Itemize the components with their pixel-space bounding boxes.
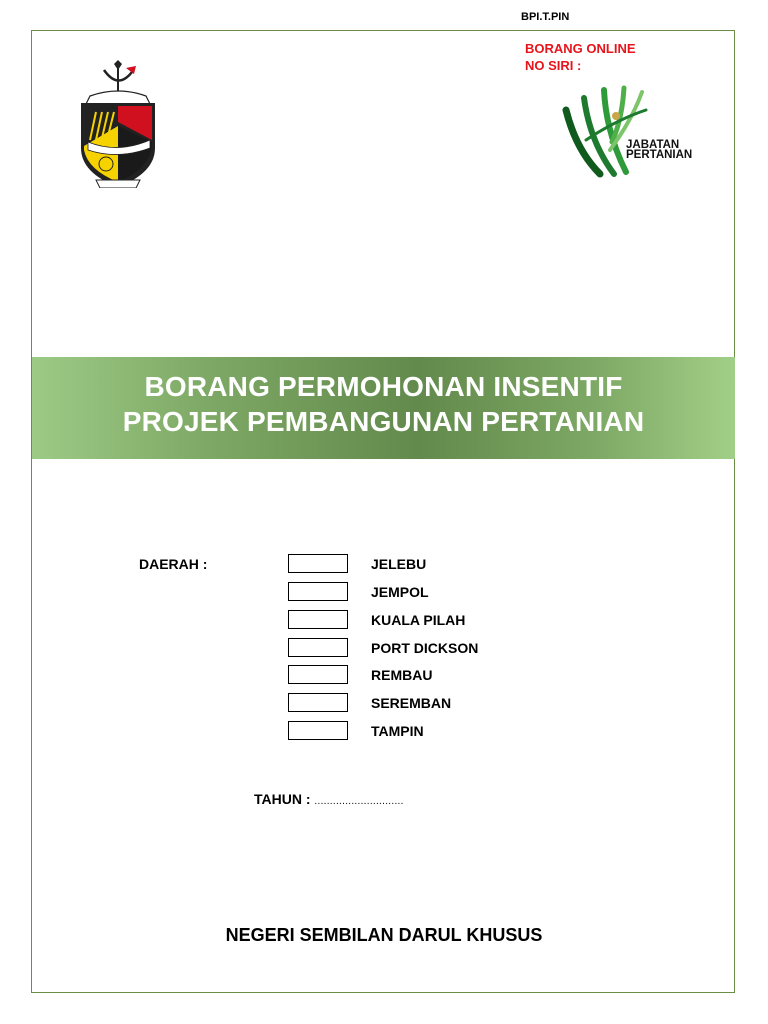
state-crest-logo: [76, 60, 160, 188]
checkbox-rembau[interactable]: [288, 665, 348, 684]
checkbox-port-dickson[interactable]: [288, 638, 348, 657]
year-field: [254, 791, 404, 807]
option-label-tampin: TAMPIN: [371, 723, 424, 739]
checkbox-jempol[interactable]: [288, 582, 348, 601]
title-banner: [32, 357, 735, 459]
serial-label: NO SIRI :: [525, 58, 582, 73]
title-line-1: BORANG PERMOHONAN INSENTIF: [144, 371, 623, 402]
option-label-jempol: JEMPOL: [371, 584, 429, 600]
checkbox-kuala-pilah[interactable]: [288, 610, 348, 629]
crest-base: [96, 180, 140, 188]
option-label-port-dickson: PORT DICKSON: [371, 640, 479, 656]
jabatan-pertanian-logo: [556, 80, 712, 184]
logo-accent-dot: [612, 112, 620, 120]
crest-mantle: [86, 91, 150, 104]
checkbox-tampin[interactable]: [288, 721, 348, 740]
state-footer: NEGERI SEMBILAN DARUL KHUSUS: [225, 925, 543, 945]
title-line-2: PROJEK PEMBANGUNAN PERTANIAN: [122, 406, 645, 437]
online-label: BORANG ONLINE: [525, 41, 636, 56]
option-label-jelebu: JELEBU: [371, 556, 427, 572]
logo-leaf-strokes: [566, 88, 646, 174]
checkbox-jelebu[interactable]: [288, 554, 348, 573]
crest-spear-tip: [114, 60, 122, 70]
document-code: BPI.T.PIN: [521, 11, 570, 23]
crest-star: [99, 157, 113, 171]
option-label-rembau: REMBAU: [371, 667, 433, 683]
year-label: TAHUN :: [254, 791, 311, 807]
year-input-line[interactable]: .............................: [314, 796, 404, 807]
option-label-seremban: SEREMBAN: [371, 695, 452, 711]
district-label: DAERAH :: [139, 556, 208, 572]
checkbox-seremban[interactable]: [288, 693, 348, 712]
online-serial-block: [525, 40, 636, 74]
logo-text-pertanian: PERTANIAN: [626, 149, 693, 161]
logo-text-jabatan: JABATAN: [626, 139, 680, 151]
option-label-kuala-pilah: KUALA PILAH: [371, 612, 466, 628]
